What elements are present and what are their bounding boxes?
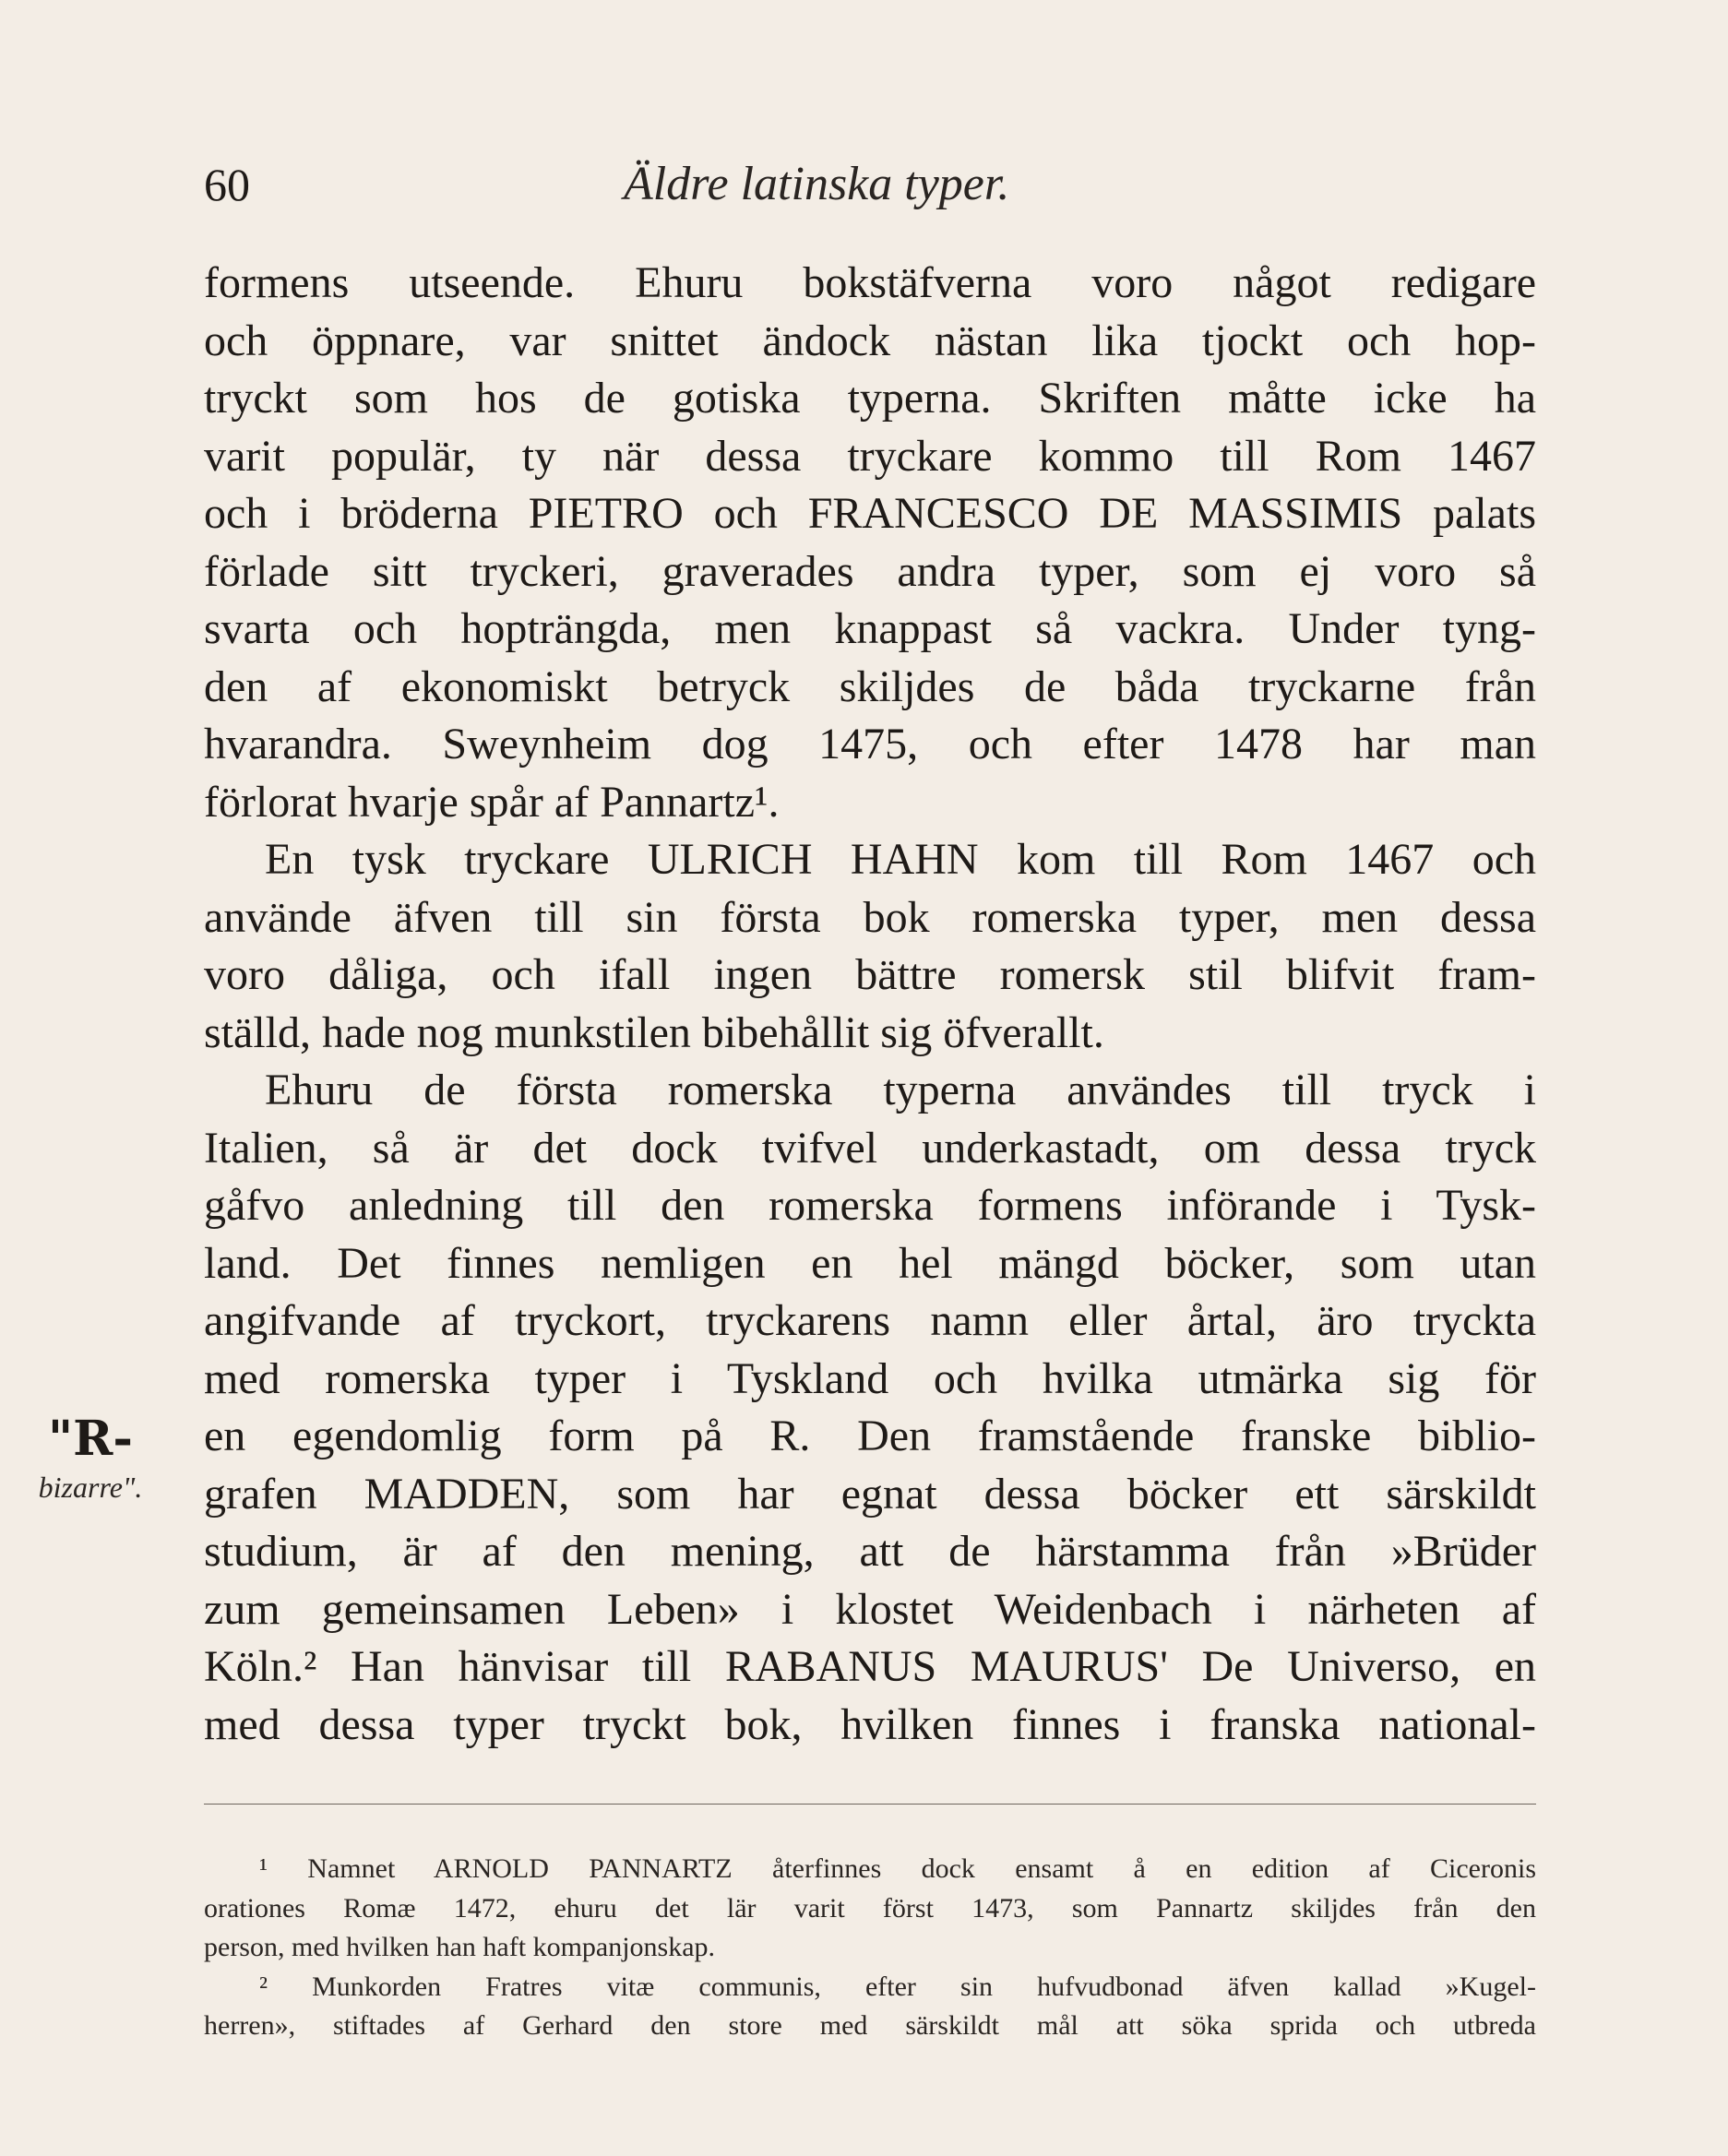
footnote-line: person, med hvilken han haft kompanjonskap. (204, 1932, 716, 1962)
text-line: grafen MADDEN, som har egnat dessa böcker ett särskildt (204, 1469, 1536, 1519)
margin-letter-sample: "R- (48, 1411, 133, 1467)
text-line: tryckt som hos de gotiska typerna. Skriften måtte icke ha (204, 374, 1536, 423)
page-header (204, 152, 1536, 217)
margin-note (26, 1412, 155, 1507)
page-number: 60 (204, 159, 250, 210)
text-line: och i bröderna PIETRO och FRANCESCO DE MASSIMIS palats (204, 489, 1536, 538)
text-line: med dessa typer tryckt bok, hvilken finnes i franska national- (204, 1699, 1536, 1749)
text-line: En tysk tryckare ULRICH HAHN kom till Rom 1467 och (265, 835, 1536, 884)
text-line: Italien, så är det dock tvifvel underkastadt, om dessa tryck (204, 1123, 1536, 1173)
text-line: angifvande af tryckort, tryckarens namn eller årtal, äro tryckta (204, 1296, 1536, 1345)
main-text (204, 255, 1536, 1754)
margin-label: bizarre". (38, 1471, 143, 1504)
footnotes (204, 1850, 1536, 2046)
footnote-line: orationes Romæ 1472, ehuru det lär varit först 1473, som Pannartz skiljdes från den (204, 1892, 1536, 1924)
text-line: land. Det finnes nemligen en hel mängd böcker, som utan (204, 1238, 1536, 1288)
text-line: den af ekonomiskt betryck skiljdes de båda tryckarne från (204, 661, 1536, 711)
text-line: formens utseende. Ehuru bokstäfverna voro något redigare (204, 258, 1536, 307)
text-line: gåfvo anledning till den romerska formens införande i Tysk- (204, 1181, 1536, 1230)
footnote-line: ¹ Namnet ARNOLD PANNARTZ återfinnes dock ensamt å en edition af Ciceronis (259, 1853, 1536, 1884)
text-line: Köln.² Han hänvisar till RABANUS MAURUS' De Universo, en (204, 1642, 1536, 1691)
text-line: studium, är af den mening, att de härstamma från »Brüder (204, 1527, 1536, 1576)
running-title: Äldre latinska typer. (624, 158, 1010, 210)
footnote-line: herren», stiftades af Gerhard den store med särskildt mål att söka sprida och utbreda (204, 2010, 1536, 2041)
text-line: och öppnare, var snittet ändock nästan lika tjockt och hop- (204, 316, 1536, 365)
text-line: förlade sitt tryckeri, graverades andra typer, som ej voro så (204, 546, 1536, 596)
text-line: zum gemeinsamen Leben» i klostet Weidenbach i närheten af (204, 1584, 1536, 1634)
text-line: en egendomlig form på R. Den framstående franske biblio- (204, 1412, 1536, 1460)
text-line: med romerska typer i Tyskland och hvilka utmärka sig för (204, 1353, 1536, 1403)
text-line: varit populär, ty när dessa tryckare kommo till Rom 1467 (204, 431, 1536, 481)
text-line: voro dåliga, och ifall ingen bättre romersk stil blifvit fram- (204, 950, 1536, 999)
text-line: ställd, hade nog munkstilen bibehållit sig öfverallt. (204, 1007, 1104, 1057)
footnote-line: ² Munkorden Fratres vitæ communis, efter sin hufvudbonad äfven kallad »Kugel- (259, 1971, 1536, 2002)
text-line: svarta och hopträngda, men knappast så vackra. Under tyng- (204, 604, 1536, 653)
footnote-divider (204, 1804, 1536, 1805)
text-line: använde äfven till sin första bok romerska typer, men dessa (204, 892, 1536, 942)
text-line: förlorat hvarje spår af Pannartz¹. (204, 777, 780, 827)
text-line: Ehuru de första romerska typerna användes till tryck i (265, 1066, 1536, 1114)
text-line: hvarandra. Sweynheim dog 1475, och efter 1478 har man (204, 720, 1536, 768)
